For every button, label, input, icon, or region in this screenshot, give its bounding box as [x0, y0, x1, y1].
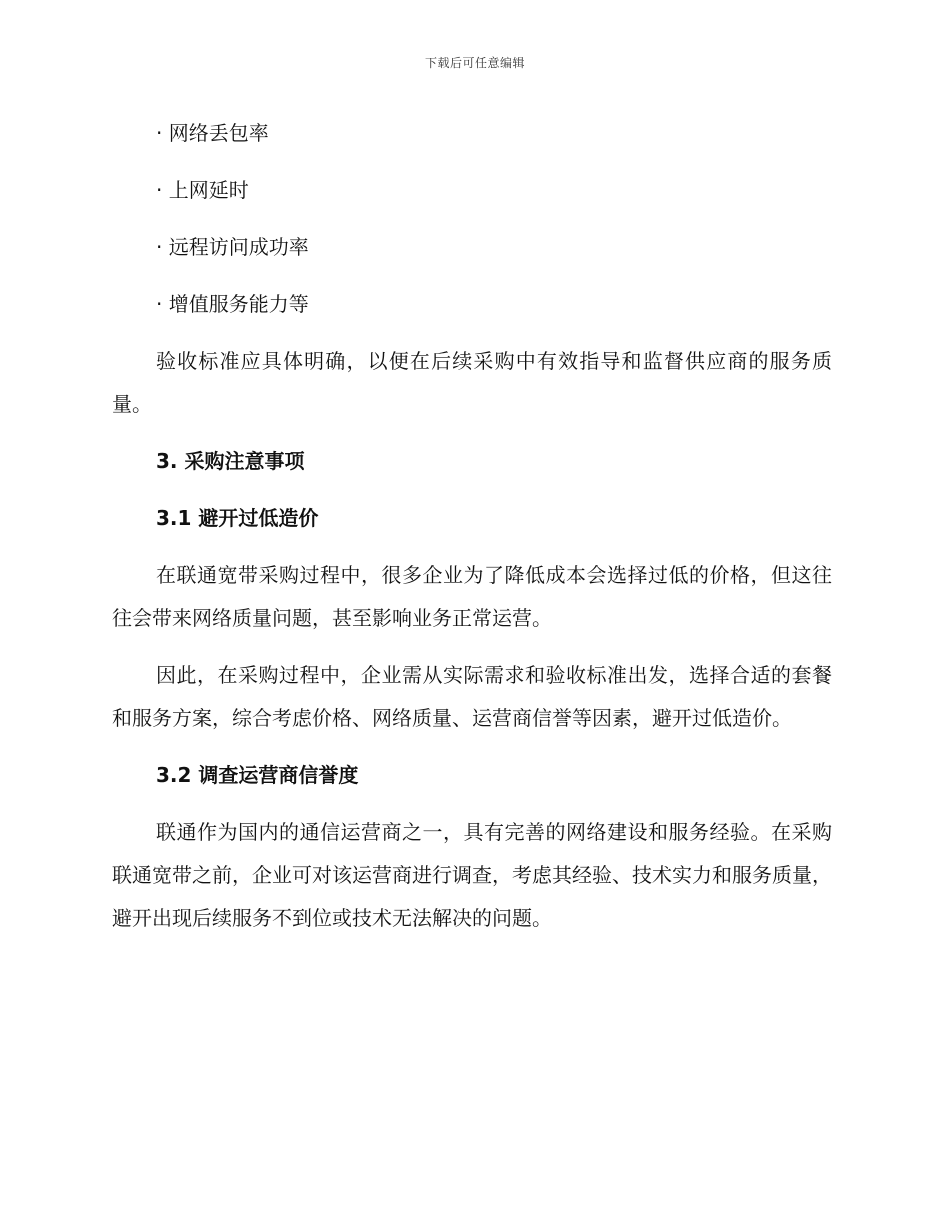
paragraph-acceptance-standard: 验收标准应具体明确，以便在后续采购中有效指导和监督供应商的服务质量。 — [112, 349, 832, 416]
paragraph: 在联通宽带采购过程中，很多企业为了降低成本会选择过低的价格，但这往往会带来网络质量问题，甚至影响业务正常运营。 — [112, 563, 832, 630]
subsection-heading: 3.2 调查运营商信誉度 — [156, 763, 359, 787]
section-heading: 3. 采购注意事项 — [156, 449, 305, 473]
header-note: 下载后可任意编辑 — [424, 56, 525, 70]
bullet-item: · 上网延时 — [156, 178, 249, 202]
bullet-item: · 远程访问成功率 — [156, 235, 309, 259]
subsection-heading: 3.1 避开过低造价 — [156, 506, 319, 530]
paragraph: 联通作为国内的通信运营商之一，具有完善的网络建设和服务经验。在采购联通宽带之前，企业可对该运营商进行调查，考虑其经验、技术实力和服务质量，避开出现后续服务不到位或技术无法解决的问题。 — [112, 820, 832, 930]
bullet-item: · 增值服务能力等 — [156, 292, 309, 316]
paragraph: 因此，在采购过程中，企业需从实际需求和验收标准出发，选择合适的套餐和服务方案，综合考虑价格、网络质量、运营商信誉等因素，避开过低造价。 — [112, 663, 832, 730]
document-body — [112, 112, 832, 954]
bullet-item: · 网络丢包率 — [156, 121, 269, 145]
